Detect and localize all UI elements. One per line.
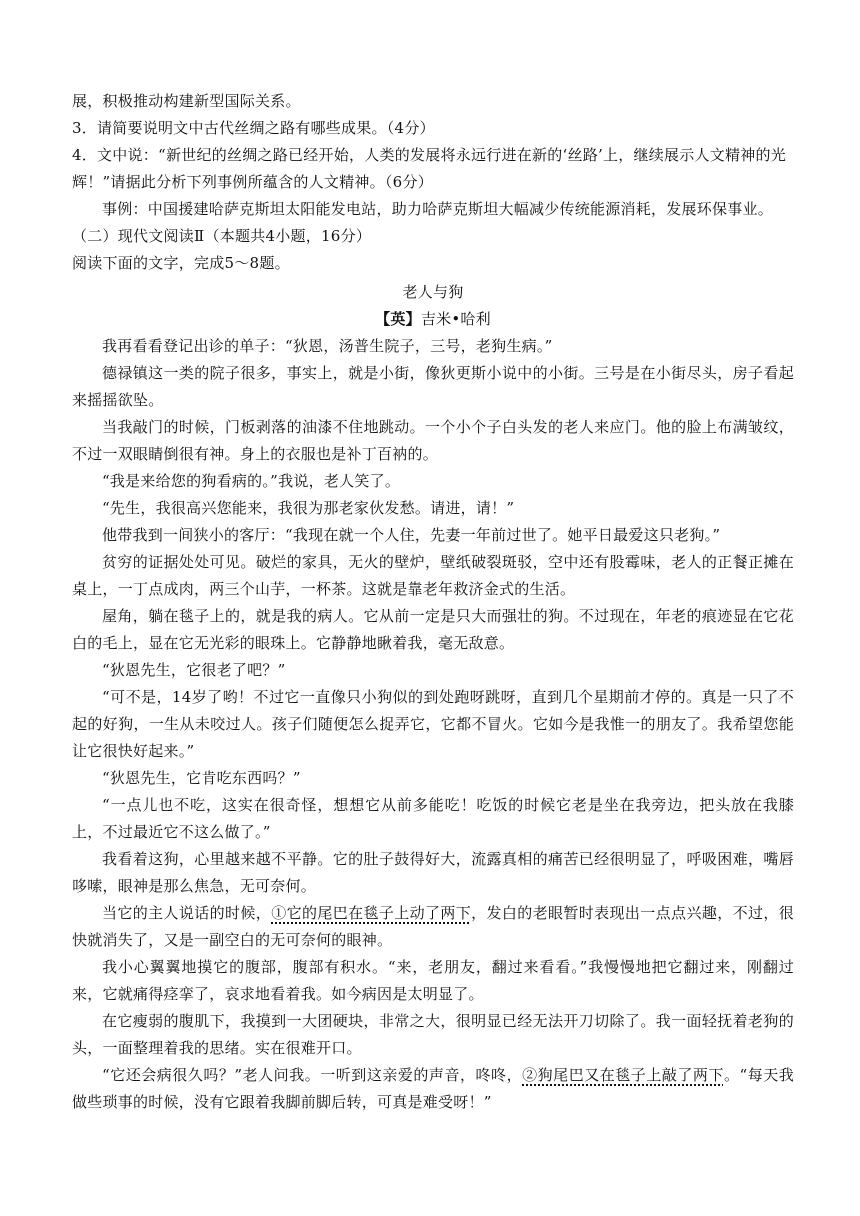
paragraph: “狄恩先生，它很老了吧？” (102, 661, 286, 679)
paragraph: 德禄镇这一类的院子很多，事实上，就是小街，像狄更斯小说中的小街。三号是在小街尽头，房子看起来摇摇欲坠。 (72, 364, 794, 409)
paragraph: “先生，我很高兴您能来，我很为那老家伙发愁。请进，请！” (102, 499, 515, 517)
paragraph (72, 900, 794, 954)
paragraph-text: 当它的主人说话的时候， (102, 904, 272, 922)
text-line: 展，积极推动构建新型国际关系。 (72, 92, 301, 110)
author-nationality: 【英】 (375, 310, 421, 328)
question-4 (72, 142, 794, 196)
marked-sentence-2: ②狗尾巴又在毯子上敲了两下 (522, 1066, 724, 1084)
article-title: 老人与狗 (402, 283, 464, 301)
paragraph-text: “它还会病很久吗？”老人问我。一听到这亲爱的声音，咚咚， (102, 1066, 523, 1084)
paragraph-text: 。“每天我做些琐事的时候，没有它跟着我脚前脚后转，可真是难受呀！” (72, 1066, 794, 1111)
paragraph: 我小心翼翼地摸它的腹部，腹部有积水。“来，老朋友，翻过来看看。”我慢慢地把它翻过来，刚翻过来，它就痛得痉挛了，哀求地看着我。如今病因是太明显了。 (72, 958, 794, 1003)
section-heading: （二）现代文阅读Ⅱ（本题共4小题，16分） (72, 227, 372, 245)
question-3: 3．请简要说明文中古代丝绸之路有哪些成果。（4分） (72, 119, 435, 137)
paragraph-text: ，发白的老眼暂时表现出一点点兴趣，不过，很快就消失了，又是一副空白的无可奈何的眼神。 (72, 904, 794, 949)
paragraph: 他带我到一间狭小的客厅：“我现在就一个人住，先妻一年前过世了。她平日最爱这只老狗。” (102, 526, 721, 544)
paragraph: “可不是，14岁了哟！不过它一直像只小狗似的到处跑呀跳呀，直到几个星期前才停的。真是一只了不起的好狗，一生从未咬过人。孩子们随便怎么捉弄它，它都不冒火。它如今是我惟一的朋友了。我希望您能让它很快好起来。” (72, 688, 794, 760)
paragraph: 在它瘦弱的腹肌下，我摸到一大团硬块，非常之大，很明显已经无法开刀切除了。我一面轻抚着老狗的头，一面整理着我的思绪。实在很难开口。 (72, 1012, 794, 1057)
paragraph: 屋角，躺在毯子上的，就是我的病人。它从前一定是只大而强壮的狗。不过现在，年老的痕迹显在它花白的毛上，显在它无光彩的眼珠上。它静静地瞅着我，毫无敌意。 (72, 607, 794, 652)
reading-instruction: 阅读下面的文字，完成5～8题。 (72, 254, 290, 272)
paragraph: “一点儿也不吃，这实在很奇怪，想想它从前多能吃！吃饭的时候它老是坐在我旁边，把头放在我膝上，不过最近它不这么做了。” (72, 796, 794, 841)
article-author (72, 306, 794, 333)
question-4-line-2: 辉！”请据此分析下列事例所蕴含的人文精神。（6分） (72, 173, 433, 191)
paragraph: “狄恩先生，它肯吃东西吗？” (102, 769, 301, 787)
paragraph: 我看着这狗，心里越来越不平静。它的肚子鼓得好大，流露真相的痛苦已经很明显了，呼吸困难，嘴唇哆嗦，眼神是那么焦急，无可奈何。 (72, 850, 794, 895)
paragraph: 贫穷的证据处处可见。破烂的家具，无火的壁炉，壁纸破裂斑驳，空中还有股霉味，老人的正餐正摊在桌上，一丁点成肉，两三个山芋，一杯茶。这就是靠老年救济金式的生活。 (72, 553, 794, 598)
marked-sentence-1: ①它的尾巴在毯子上动了两下 (271, 904, 472, 922)
paragraph: 当我敲门的时候，门板剥落的油漆不住地跳动。一个小个子白头发的老人来应门。他的脸上布满皱纹，不过一双眼睛倒很有神。身上的衣服也是补丁百衲的。 (72, 418, 794, 463)
document-page (72, 88, 794, 1116)
author-name: 吉米•哈利 (420, 310, 491, 328)
question-4-line-1: 4．文中说：“新世纪的丝绸之路已经开始，人类的发展将永远行进在新的‘丝路’上，继续展示人文精神的光 (72, 146, 787, 164)
paragraph: “我是来给您的狗看病的。”我说，老人笑了。 (102, 472, 401, 490)
paragraph: 我再看看登记出诊的单子：“狄恩，汤普生院子，三号，老狗生病。” (102, 337, 553, 355)
paragraph (72, 1062, 794, 1116)
example-text: 事例：中国援建哈萨克斯坦太阳能发电站，助力哈萨克斯坦大幅减少传统能源消耗，发展环保事业。 (102, 200, 774, 218)
